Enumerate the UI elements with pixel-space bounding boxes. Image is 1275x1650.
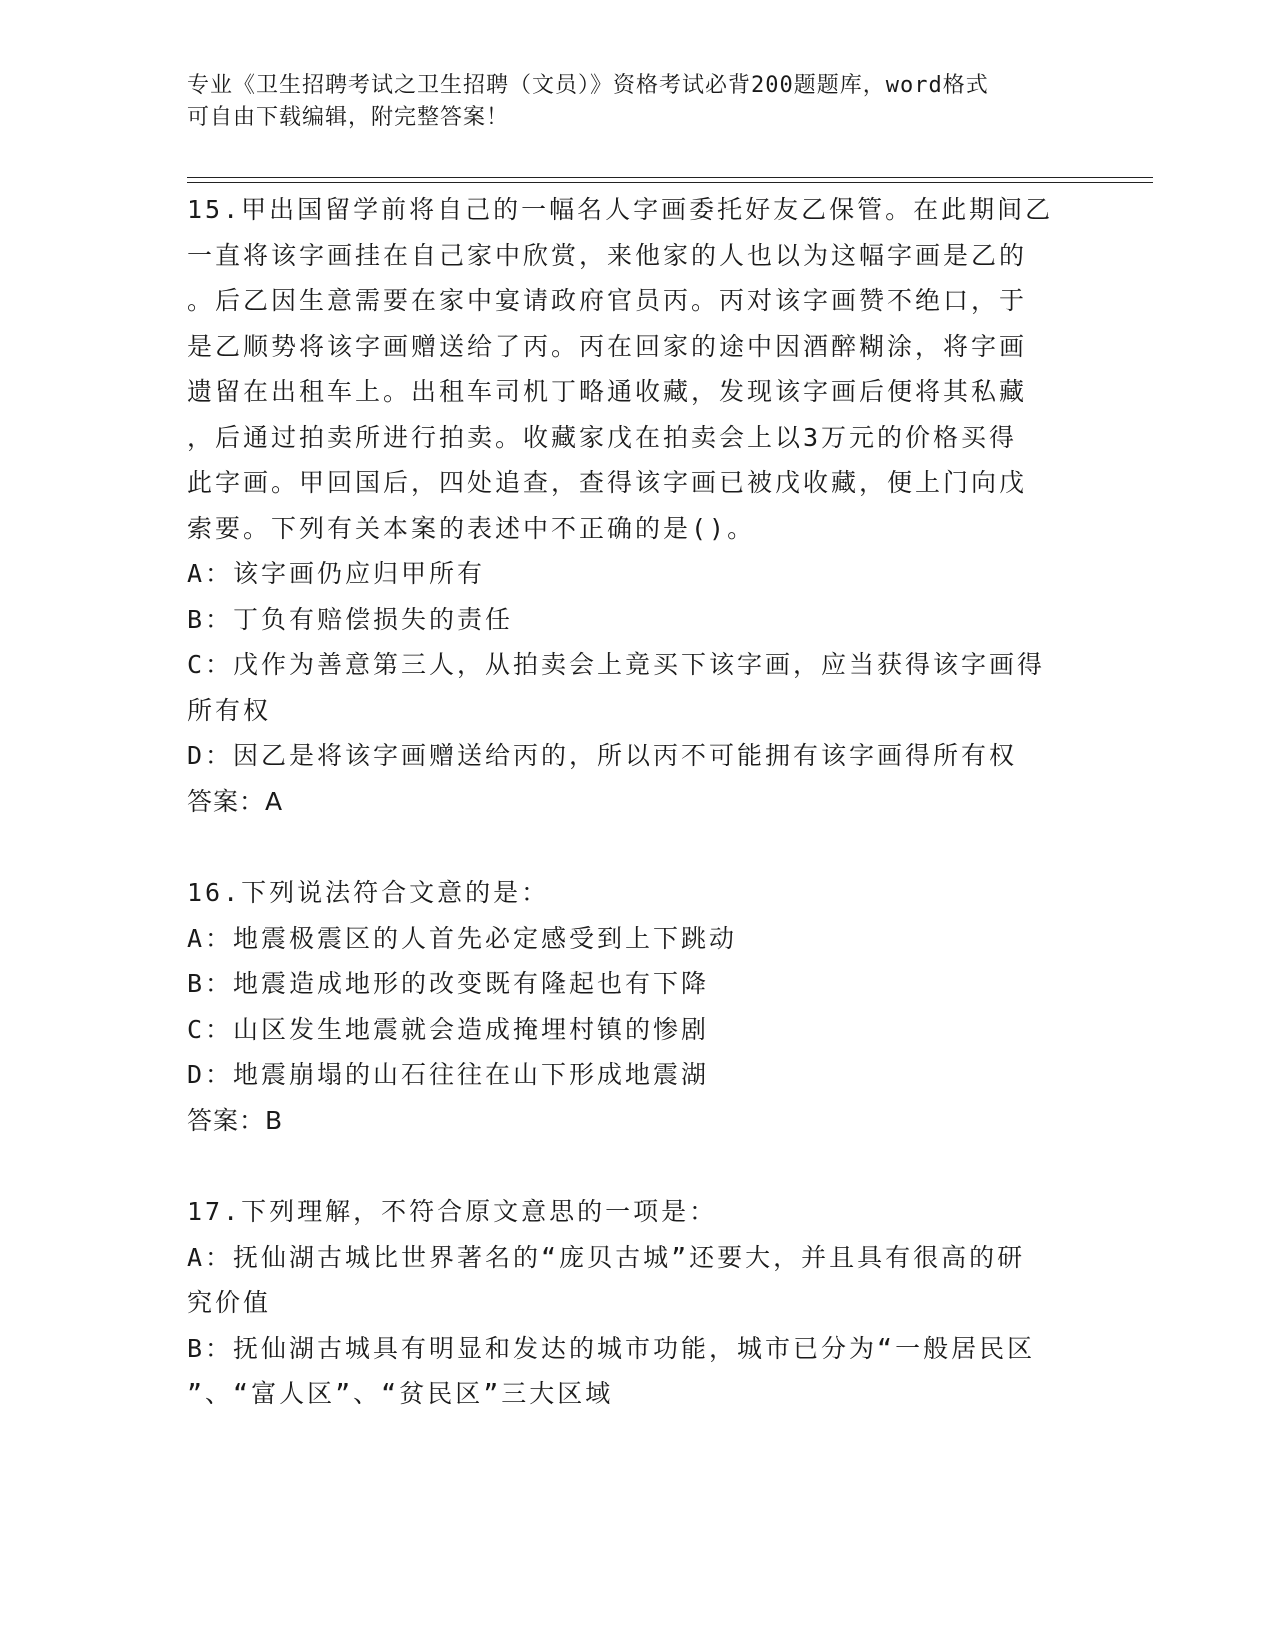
option-line: ”、“富人区”、“贫民区”三大区域 [187, 1379, 614, 1408]
question-stem-line: 一直将该字画挂在自己家中欣赏，来他家的人也以为这幅字画是乙的 [187, 240, 1028, 270]
document-header [187, 70, 1087, 134]
question-stem-line: 17.下列理解，不符合原文意思的一项是： [187, 1197, 718, 1226]
option-line: 究价值 [187, 1288, 272, 1317]
question-spacer [187, 824, 1087, 870]
answer-line: 答案：B [187, 1105, 284, 1135]
question-spacer [187, 1143, 1087, 1189]
option-line: C：戊作为善意第三人，从拍卖会上竟买下该字画，应当获得该字画得 [187, 650, 1046, 679]
question-stem-line: 索要。下列有关本案的表述中不正确的是()。 [187, 513, 756, 543]
header-line-1: 专业《卫生招聘考试之卫生招聘（文员）》资格考试必背200题题库，word格式 [187, 73, 989, 98]
header-line-2: 可自由下载编辑，附完整答案！ [187, 105, 510, 130]
question-stem-line: 。后乙因生意需要在家中宴请政府官员丙。丙对该字画赞不绝口，于 [187, 286, 1028, 315]
question-block [187, 1189, 1087, 1417]
option-line: D：因乙是将该字画赠送给丙的，所以丙不可能拥有该字画得所有权 [187, 741, 1018, 770]
question-stem-line: 15.甲出国留学前将自己的一幅名人字画委托好友乙保管。在此期间乙 [187, 195, 1054, 224]
question-stem-line: 遗留在出租车上。出租车司机丁略通收藏，发现该字画后便将其私藏 [187, 377, 1028, 406]
option-line: C：山区发生地震就会造成掩埋村镇的惨剧 [187, 1014, 710, 1044]
header-rule-top [187, 177, 1153, 178]
answer-line: 答案：A [187, 786, 284, 816]
question-stem-line: 是乙顺势将该字画赠送给了丙。丙在回家的途中因酒醉糊涂，将字画 [187, 331, 1028, 361]
option-line: A：地震极震区的人首先必定感受到上下跳动 [187, 923, 738, 953]
option-line: A：该字画仍应归甲所有 [187, 559, 486, 588]
option-line: 所有权 [187, 695, 272, 725]
question-stem-line: 此字画。甲回国后，四处追查，查得该字画已被戊收藏，便上门向戊 [187, 468, 1028, 497]
option-line: A：抚仙湖古城比世界著名的“庞贝古城”还要大，并且具有很高的研 [187, 1242, 1026, 1272]
question-list [187, 187, 1087, 1417]
option-line: B：抚仙湖古城具有明显和发达的城市功能，城市已分为“一般居民区 [187, 1333, 1036, 1363]
question-block [187, 870, 1087, 1143]
option-line: D：地震崩塌的山石往往在山下形成地震湖 [187, 1060, 710, 1089]
question-stem-line: 16.下列说法符合文意的是： [187, 878, 550, 907]
question-stem-line: ，后通过拍卖所进行拍卖。收藏家戊在拍卖会上以3万元的价格买得 [187, 422, 1018, 452]
option-line: B：丁负有赔偿损失的责任 [187, 604, 514, 634]
header-rule-bottom [187, 182, 1153, 183]
question-block [187, 187, 1087, 824]
option-line: B：地震造成地形的改变既有隆起也有下降 [187, 969, 710, 998]
